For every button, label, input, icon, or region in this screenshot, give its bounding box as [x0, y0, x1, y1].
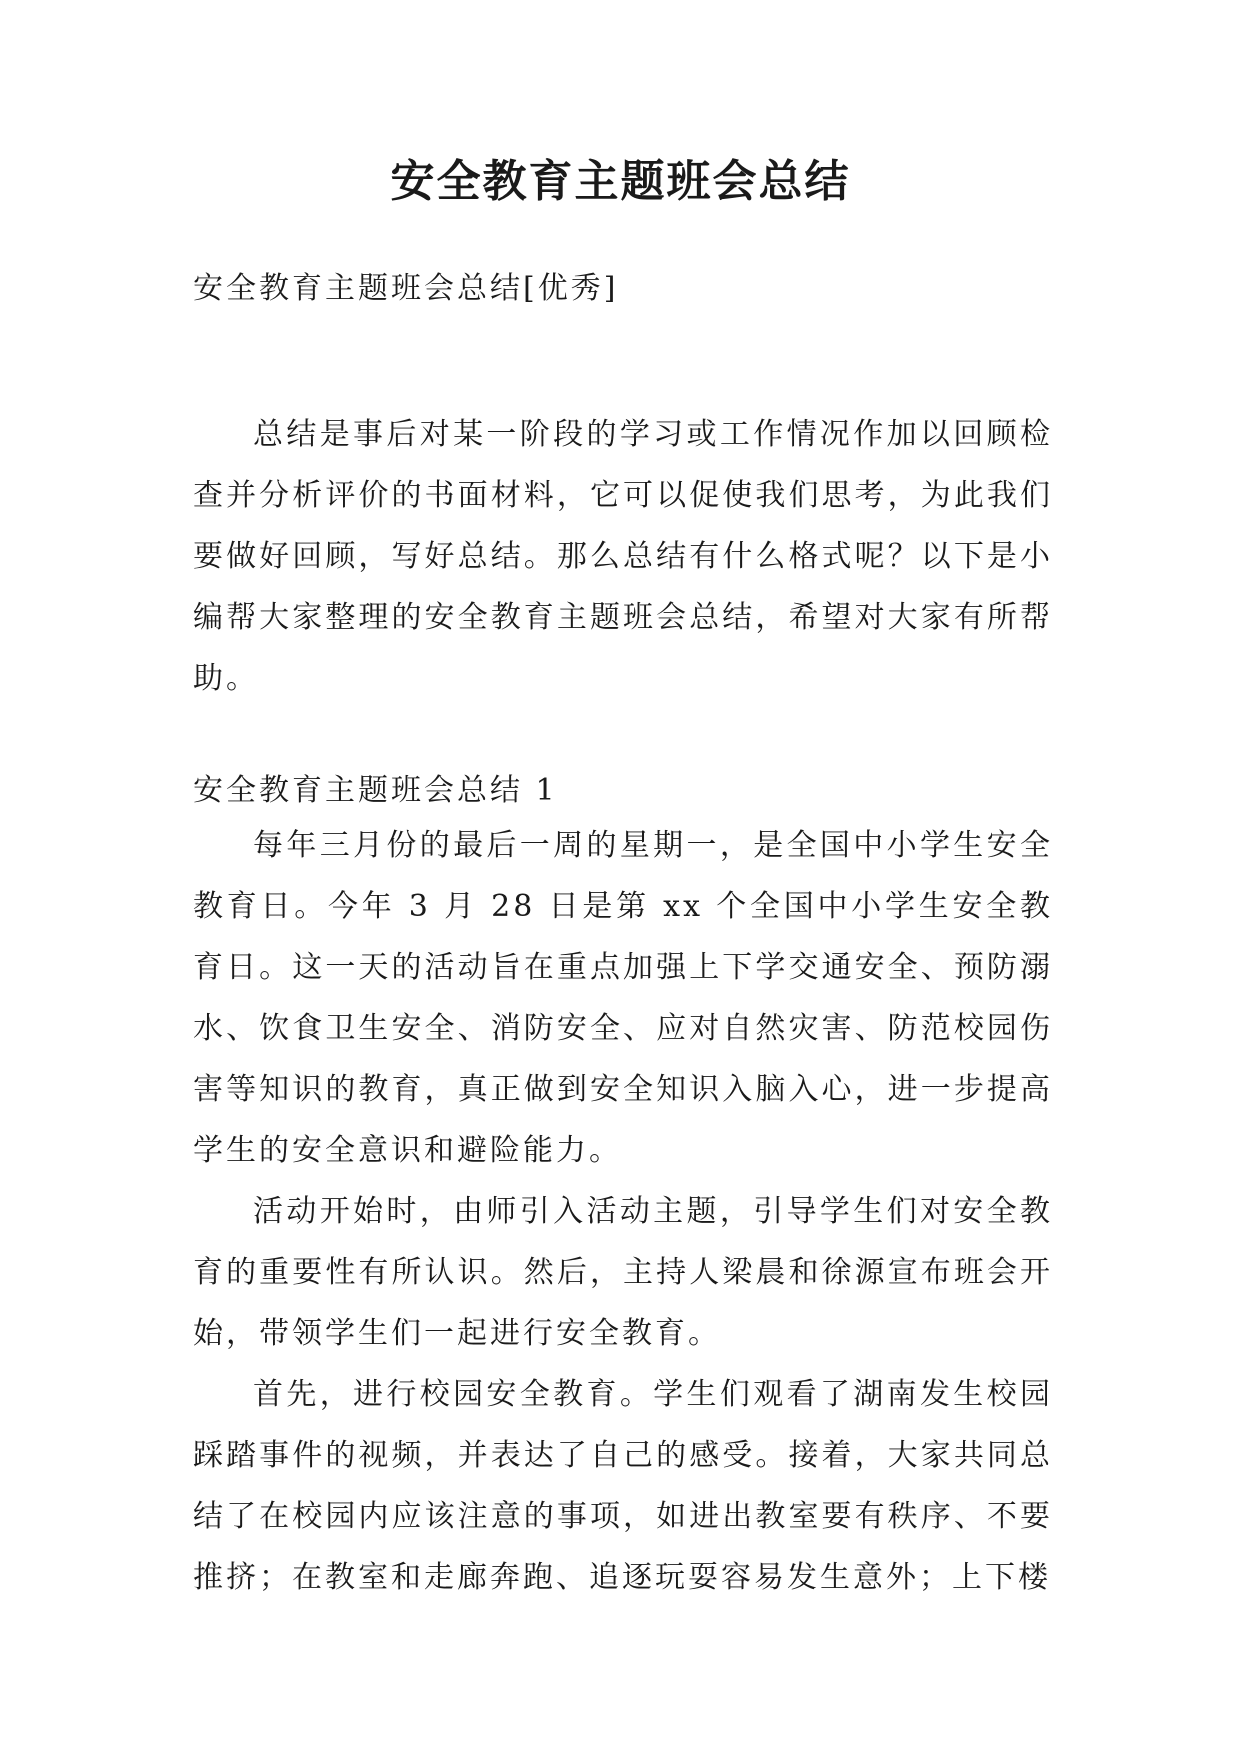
intro-section	[193, 404, 1053, 709]
section-heading: 安全教育主题班会总结 1	[193, 773, 558, 808]
intro-paragraph: 总结是事后对某一阶段的学习或工作情况作加以回顾检查并分析评价的书面材料，它可以促使我们思考，为此我们要做好回顾，写好总结。那么总结有什么格式呢？以下是小编帮大家整理的安全教育主题班会总结，希望对大家有所帮助。	[193, 417, 1053, 696]
paragraph-1: 每年三月份的最后一周的星期一，是全国中小学生安全教育日。今年 3 月 28 日是第 xx 个全国中小学生安全教育日。这一天的活动旨在重点加强上下学交通安全、预防溺水、饮食卫生安全、消防安全、应对自然灾害、防范校园伤害等知识的教育，真正做到安全知识入脑入心，进一步提高学生的安全意识和避险能力。	[193, 828, 1053, 1168]
paragraph-2: 活动开始时，由师引入活动主题，引导学生们对安全教育的重要性有所认识。然后，主持人梁晨和徐源宣布班会开始，带领学生们一起进行安全教育。	[193, 1194, 1053, 1351]
paragraph-3: 首先，进行校园安全教育。学生们观看了湖南发生校园踩踏事件的视频，并表达了自己的感受。接着，大家共同总结了在校园内应该注意的事项，如进出教室要有秩序、不要推挤；在教室和走廊奔跑、追逐玩耍容易发生意外；上下楼	[193, 1377, 1053, 1595]
document-subtitle: 安全教育主题班会总结[优秀]	[193, 271, 619, 306]
section-body	[193, 815, 1053, 1608]
page-title: 安全教育主题班会总结	[390, 156, 851, 207]
